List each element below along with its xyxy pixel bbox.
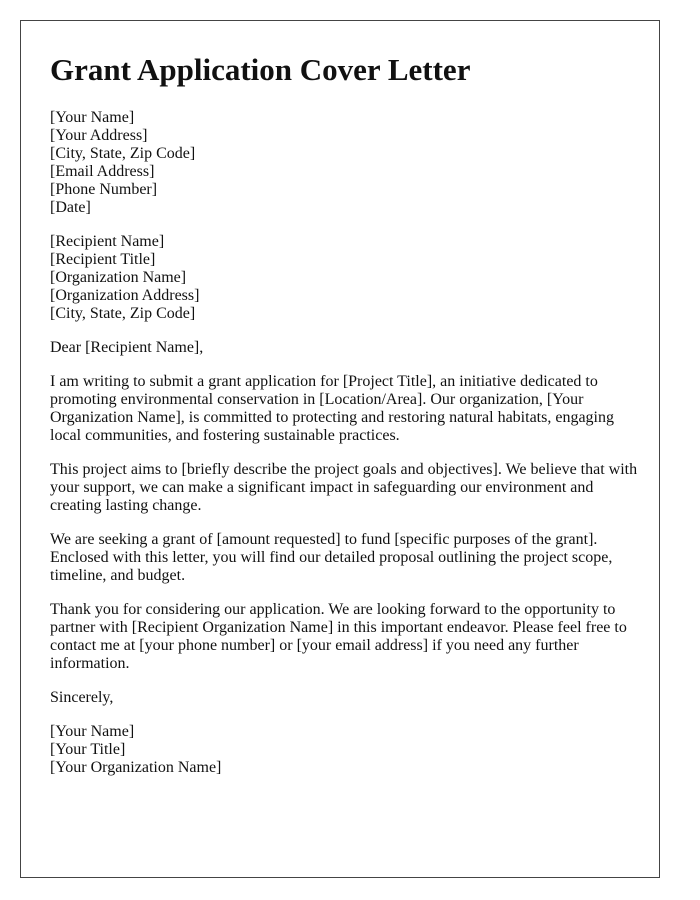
sender-name: [Your Name]	[50, 109, 135, 126]
recipient-organization-address: [Organization Address]	[50, 287, 200, 304]
sender-email: [Email Address]	[50, 163, 155, 180]
salutation: Dear [Recipient Name],	[50, 339, 204, 356]
sender-city-state-zip: [City, State, Zip Code]	[50, 145, 196, 162]
sender-address: [Your Address]	[50, 127, 148, 144]
signature-name: [Your Name]	[50, 723, 135, 740]
body-paragraph-1: I am writing to submit a grant application for [Project Title], an initiative dedicated to promoting environmental conservation in [Location/Area]. Our organization, [Your Organization Name], is committed to protecting and restoring natural habitats, engaging local communities, and fostering sustainable practices.	[50, 373, 614, 444]
recipient-block	[50, 233, 640, 323]
body-paragraph-2: This project aims to [briefly describe the project goals and objectives]. We believe that with your support, we can make a significant impact in safeguarding our environment and creating lasting change.	[50, 461, 638, 514]
recipient-city-state-zip: [City, State, Zip Code]	[50, 305, 196, 322]
letter-page	[20, 20, 660, 878]
signature-title: [Your Title]	[50, 741, 126, 758]
sender-block	[50, 109, 640, 217]
recipient-organization: [Organization Name]	[50, 269, 187, 286]
recipient-title: [Recipient Title]	[50, 251, 156, 268]
page-title: Grant Application Cover Letter	[50, 52, 471, 87]
closing: Sincerely,	[50, 689, 114, 706]
sender-phone: [Phone Number]	[50, 181, 158, 198]
signature-organization: [Your Organization Name]	[50, 759, 222, 776]
body-paragraph-3: We are seeking a grant of [amount requested] to fund [specific purposes of the grant]. Enclosed with this letter, you will find our detailed proposal outlining the project scope, timeline, and budget.	[50, 531, 613, 584]
recipient-name: [Recipient Name]	[50, 233, 165, 250]
signature-block	[50, 723, 640, 777]
body-paragraph-4: Thank you for considering our application. We are looking forward to the opportunity to partner with [Recipient Organization Name] in this important endeavor. Please feel free to contact me at [your phone number] or [your email address] if you need any further information.	[50, 601, 627, 672]
sender-date: [Date]	[50, 199, 91, 216]
letter-content	[50, 52, 640, 793]
